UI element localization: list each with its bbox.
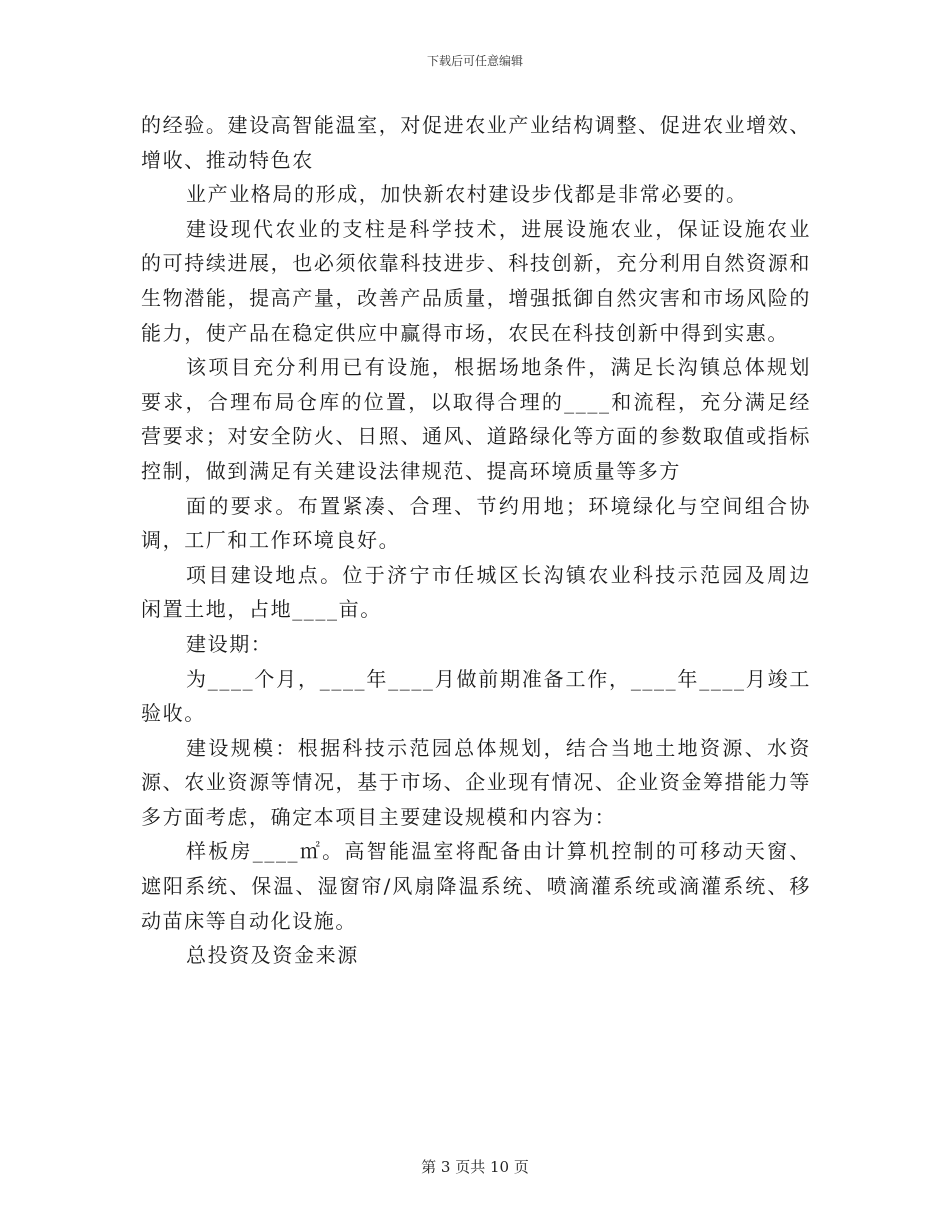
paragraph-8: 为____个月，____年____月做前期准备工作，____年____月竣工验收。 [141,666,811,726]
paragraph-1: 的经验。建设高智能温室，对促进农业产业结构调整、促进农业增效、增收、推动特色农 [141,113,811,172]
paragraph-10: 样板房____㎡。高智能温室将配备由计算机控制的可移动天窗、遮阳系统、保温、湿窗帘/风扇降温系统、喷滴灌系统或滴灌系统、移动苗床等自动化设施。 [141,839,811,933]
document-body [141,108,811,973]
paragraph-7: 建设期： [186,631,273,656]
paragraph-6: 项目建设地点。位于济宁市任城区长沟镇农业科技示范园及周边闲置土地，占地____亩。 [141,562,811,622]
paragraph-9: 建设规模：根据科技示范园总体规划，结合当地土地资源、水资源、农业资源等情况，基于市场、企业现有情况、企业资金筹措能力等多方面考虑，确定本项目主要建设规模和内容为： [141,735,811,829]
paragraph-5: 面的要求。布置紧凑、合理、节约用地；环境绿化与空间组合协调，工厂和工作环境良好。 [141,493,811,553]
paragraph-2: 业产业格局的形成，加快新农村建设步伐都是非常必要的。 [186,182,748,207]
paragraph-3: 建设现代农业的支柱是科学技术，进展设施农业，保证设施农业的可持续进展，也必须依靠科技进步、科技创新，充分利用自然资源和生物潜能，提高产量，改善产品质量，增强抵御自然灾害和市场风险的能力，使产品在稳定供应中赢得市场，农民在科技创新中得到实惠。 [141,216,811,345]
paragraph-11: 总投资及资金来源 [186,943,359,968]
header-note: 下载后可任意编辑 [426,54,523,68]
paragraph-4: 该项目充分利用已有设施，根据场地条件，满足长沟镇总体规划要求，合理布局仓库的位置，以取得合理的____和流程，充分满足经营要求；对安全防火、日照、通风、道路绿化等方面的参数取值或指标控制，做到满足有关建设法律规范、提高环境质量等多方 [141,355,811,483]
page-number: 第 3 页共 10 页 [421,1158,529,1176]
